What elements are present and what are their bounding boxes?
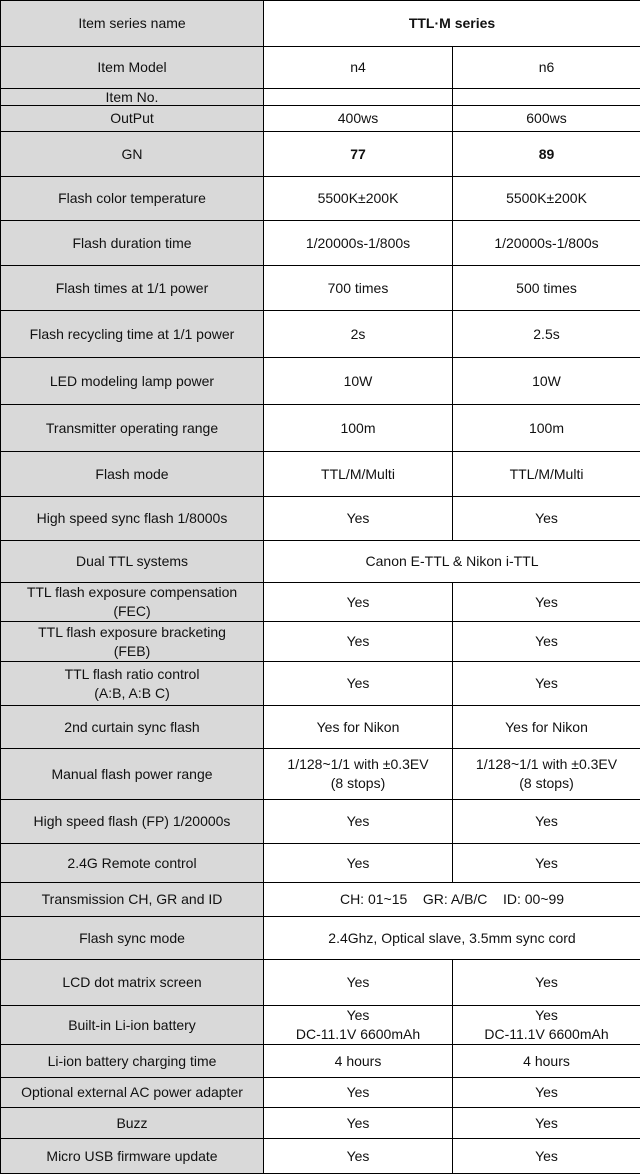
row-value-n4: Yes — [264, 1108, 453, 1139]
row-value-n4: 100m — [264, 405, 453, 452]
gn-n6: 89 — [453, 132, 640, 177]
row-label — [1, 622, 264, 662]
table-row-series — [1, 1, 640, 47]
row-label: Transmitter operating range — [1, 405, 264, 452]
row-label — [1, 583, 264, 622]
table-row — [1, 662, 640, 706]
cell-line: Yes — [268, 1006, 448, 1025]
table-row — [1, 497, 640, 541]
cell-line: (8 stops) — [268, 774, 448, 793]
row-label: Manual flash power range — [1, 749, 264, 800]
output-label: OutPut — [1, 106, 264, 132]
row-label: Flash color temperature — [1, 177, 264, 221]
table-row — [1, 1006, 640, 1045]
row-value-n4: 1/20000s-1/800s — [264, 221, 453, 266]
cell-line: (FEB) — [5, 642, 259, 661]
table-row — [1, 749, 640, 800]
row-value-n4: Yes — [264, 497, 453, 541]
row-label: Dual TTL systems — [1, 541, 264, 583]
table-row — [1, 622, 640, 662]
cell-line: (A:B, A:B C) — [5, 684, 259, 703]
table-row — [1, 405, 640, 452]
model-label: Item Model — [1, 47, 264, 89]
row-label: Flash duration time — [1, 221, 264, 266]
row-value-n6: 5500K±200K — [453, 177, 640, 221]
gn-label: GN — [1, 132, 264, 177]
row-label: Flash times at 1/1 power — [1, 266, 264, 311]
series-value: TTL·M series — [264, 1, 640, 47]
row-value-n4 — [264, 749, 453, 800]
row-label: LCD dot matrix screen — [1, 960, 264, 1006]
row-value-n6: 500 times — [453, 266, 640, 311]
row-label: Micro USB firmware update — [1, 1139, 264, 1174]
table-row — [1, 358, 640, 405]
row-value-n4: 5500K±200K — [264, 177, 453, 221]
model-n4: n4 — [264, 47, 453, 89]
row-value-n6: 4 hours — [453, 1045, 640, 1078]
row-value-n4: Yes — [264, 662, 453, 706]
row-value-n6: Yes — [453, 1078, 640, 1108]
row-value-n4: Yes — [264, 960, 453, 1006]
row-label: Li-ion battery charging time — [1, 1045, 264, 1078]
series-label: Item series name — [1, 1, 264, 47]
cell-line: TTL flash ratio control — [5, 665, 259, 684]
row-label: High speed sync flash 1/8000s — [1, 497, 264, 541]
table-row — [1, 706, 640, 749]
table-row-model — [1, 47, 640, 89]
table-row — [1, 960, 640, 1006]
table-row — [1, 1045, 640, 1078]
cell-line: (8 stops) — [457, 774, 636, 793]
table-row — [1, 266, 640, 311]
row-value-n6: Yes — [453, 800, 640, 844]
cell-line: DC-11.1V 6600mAh — [457, 1025, 636, 1044]
item-no-label: Item No. — [1, 89, 264, 106]
output-n4: 400ws — [264, 106, 453, 132]
row-value-n6: Yes for Nikon — [453, 706, 640, 749]
row-value-n4: Yes — [264, 844, 453, 883]
table-row — [1, 311, 640, 358]
row-value-n6: Yes — [453, 662, 640, 706]
table-row — [1, 452, 640, 497]
table-row-item-no — [1, 89, 640, 106]
table-row — [1, 1108, 640, 1139]
row-value-n6: Yes — [453, 960, 640, 1006]
row-value-n4: 10W — [264, 358, 453, 405]
table-row — [1, 1139, 640, 1174]
row-value-merged: 2.4Ghz, Optical slave, 3.5mm sync cord — [264, 917, 640, 960]
row-value-n6 — [453, 749, 640, 800]
table-row — [1, 883, 640, 917]
table-row — [1, 541, 640, 583]
row-value-n4: Yes — [264, 1139, 453, 1174]
row-value-n4: TTL/M/Multi — [264, 452, 453, 497]
cell-line: TTL flash exposure bracketing — [5, 623, 259, 642]
row-label: Transmission CH, GR and ID — [1, 883, 264, 917]
row-value-n6: Yes — [453, 844, 640, 883]
row-value-n6: Yes — [453, 1108, 640, 1139]
row-label: Built-in Li-ion battery — [1, 1006, 264, 1045]
row-value-n4: Yes — [264, 800, 453, 844]
table-row — [1, 177, 640, 221]
row-label: Flash mode — [1, 452, 264, 497]
row-value-n4: 700 times — [264, 266, 453, 311]
row-value-n4: Yes — [264, 622, 453, 662]
row-value-n6: Yes — [453, 583, 640, 622]
row-label: 2.4G Remote control — [1, 844, 264, 883]
cell-line: 1/128~1/1 with ±0.3EV — [457, 755, 636, 774]
item-no-n4 — [264, 89, 453, 106]
item-no-n6 — [453, 89, 640, 106]
table-row — [1, 800, 640, 844]
row-value-n6: Yes — [453, 622, 640, 662]
row-value-n6: Yes — [453, 497, 640, 541]
row-label — [1, 662, 264, 706]
row-label: Flash recycling time at 1/1 power — [1, 311, 264, 358]
table-row — [1, 917, 640, 960]
table-row — [1, 221, 640, 266]
cell-line: DC-11.1V 6600mAh — [268, 1025, 448, 1044]
cell-line: (FEC) — [5, 602, 259, 621]
row-value-n4: 4 hours — [264, 1045, 453, 1078]
row-label: High speed flash (FP) 1/20000s — [1, 800, 264, 844]
row-value-n4: 2s — [264, 311, 453, 358]
table-row — [1, 1078, 640, 1108]
table-row-output — [1, 106, 640, 132]
row-value-n4: Yes — [264, 583, 453, 622]
row-label: Flash sync mode — [1, 917, 264, 960]
table-row-gn — [1, 132, 640, 177]
row-value-n6: 1/20000s-1/800s — [453, 221, 640, 266]
cell-line: TTL flash exposure compensation — [5, 583, 259, 602]
row-value-n6: 2.5s — [453, 311, 640, 358]
gn-n4: 77 — [264, 132, 453, 177]
row-label: Optional external AC power adapter — [1, 1078, 264, 1108]
row-value-merged: CH: 01~15 GR: A/B/C ID: 00~99 — [264, 883, 640, 917]
table-row — [1, 583, 640, 622]
row-value-n6: 100m — [453, 405, 640, 452]
row-label: LED modeling lamp power — [1, 358, 264, 405]
row-label: 2nd curtain sync flash — [1, 706, 264, 749]
cell-line: Yes — [457, 1006, 636, 1025]
row-value-n6: 10W — [453, 358, 640, 405]
row-value-n4: Yes for Nikon — [264, 706, 453, 749]
cell-line: 1/128~1/1 with ±0.3EV — [268, 755, 448, 774]
row-value-n6: TTL/M/Multi — [453, 452, 640, 497]
table-row — [1, 844, 640, 883]
output-n6: 600ws — [453, 106, 640, 132]
row-value-n6: Yes — [453, 1139, 640, 1174]
spec-table-body — [1, 1, 640, 1174]
row-value-n4: Yes — [264, 1078, 453, 1108]
row-value-merged: Canon E-TTL & Nikon i-TTL — [264, 541, 640, 583]
row-label: Buzz — [1, 1108, 264, 1139]
row-value-n6 — [453, 1006, 640, 1045]
model-n6: n6 — [453, 47, 640, 89]
row-value-n4 — [264, 1006, 453, 1045]
